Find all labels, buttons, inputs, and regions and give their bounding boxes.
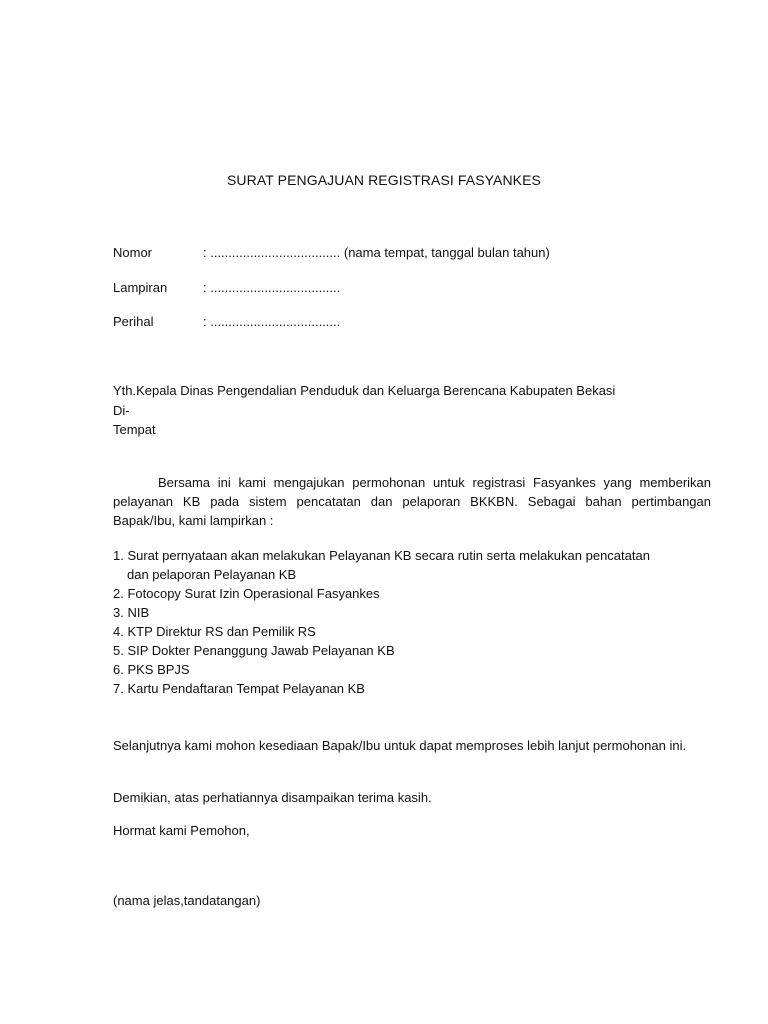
- attachment-item-3: 3. NIB: [113, 605, 150, 620]
- attachment-list: [113, 546, 713, 698]
- meta-nomor-value: : .................................... (nama tempat, tanggal bulan tahun): [203, 245, 550, 260]
- attachment-item-5: 5. SIP Dokter Penanggung Jawab Pelayanan KB: [113, 643, 395, 658]
- attachment-item-2: 2. Fotocopy Surat Izin Operasional Fasyankes: [113, 586, 380, 601]
- meta-lampiran: [113, 280, 340, 295]
- closing-thanks: Demikian, atas perhatiannya disampaikan terima kasih.: [113, 790, 432, 805]
- meta-lampiran-value: : ....................................: [203, 280, 341, 295]
- meta-nomor-label: Nomor: [113, 245, 153, 260]
- recipient-line-1: Yth.Kepala Dinas Pengendalian Penduduk dan Keluarga Berencana Kabupaten Bekasi: [113, 383, 616, 398]
- signature-placeholder: (nama jelas,tandatangan): [113, 893, 261, 908]
- attachment-item-1: 1. Surat pernyataan akan melakukan Pelayanan KB secara rutin serta melakukan pencatatan: [113, 548, 650, 563]
- closing-request: Selanjutnya kami mohon kesediaan Bapak/Ibu untuk dapat memproses lebih lanjut permohonan ini.: [113, 738, 687, 753]
- meta-lampiran-label: Lampiran: [113, 280, 168, 295]
- attachment-item-7: 7. Kartu Pendaftaran Tempat Pelayanan KB: [113, 681, 365, 696]
- letter-title: SURAT PENGAJUAN REGISTRASI FASYANKES: [226, 172, 541, 188]
- attachment-item-1-continued: dan pelaporan Pelayanan KB: [127, 567, 297, 582]
- meta-perihal-value: : ....................................: [203, 314, 341, 329]
- recipient-line-2: Di-: [113, 403, 130, 418]
- recipient-line-3: Tempat: [113, 422, 156, 437]
- meta-perihal-label: Perihal: [113, 314, 154, 329]
- closing-regards: Hormat kami Pemohon,: [113, 823, 250, 838]
- meta-nomor: [113, 245, 550, 260]
- meta-perihal: [113, 314, 340, 329]
- attachment-item-4: 4. KTP Direktur RS dan Pemilik RS: [113, 624, 316, 639]
- intro-text: Bersama ini kami mengajukan permohonan untuk registrasi Fasyankes yang memberikan pelayanan KB pada sistem pencatatan dan pelaporan BKKBN. Sebagai bahan pertimbangan Bapak/Ibu, kami lampirkan :: [113, 475, 711, 528]
- intro-paragraph: [113, 473, 711, 530]
- attachment-item-6: 6. PKS BPJS: [113, 662, 190, 677]
